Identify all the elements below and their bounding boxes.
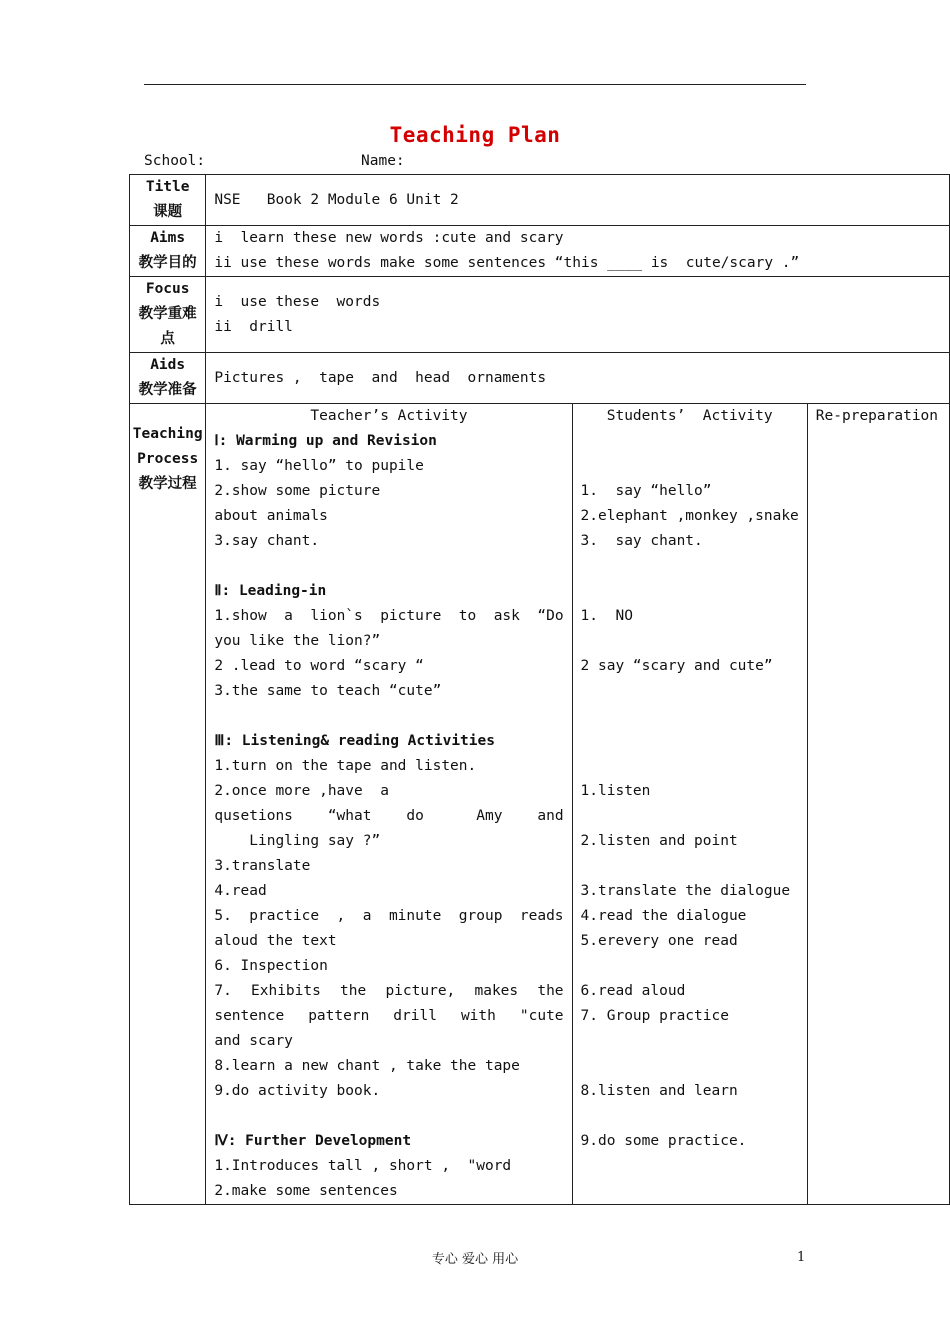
process-label-en-1: Teaching bbox=[132, 426, 203, 442]
process-label-en-2: Process bbox=[137, 451, 199, 467]
students-activity-line: 1. NO bbox=[580, 608, 633, 624]
students-activity-line bbox=[581, 854, 799, 879]
teacher-activity-line: Lingling say ?” bbox=[214, 833, 381, 849]
teacher-activity-line: 1.Introduces tall , short , "word bbox=[214, 1158, 512, 1174]
teacher-activity-line: Ⅱ: Leading-in bbox=[214, 583, 327, 599]
students-activity-line: 3.translate the dialogue bbox=[580, 883, 791, 899]
students-activity-line bbox=[581, 554, 799, 579]
teacher-activity-line: 2.show some picture bbox=[214, 483, 381, 499]
students-activity-line bbox=[581, 1154, 799, 1179]
students-activity-line bbox=[581, 429, 799, 454]
teacher-activity-line: 1.turn on the tape and listen. bbox=[214, 758, 477, 774]
title-row bbox=[130, 175, 950, 226]
teacher-activity-line: 2.make some sentences bbox=[214, 1183, 398, 1199]
aids-label-en: Aids bbox=[150, 357, 186, 373]
focus-label-cell bbox=[130, 277, 206, 353]
aims-value-cell bbox=[206, 226, 950, 277]
students-activity-line: 1. say “hello” bbox=[580, 483, 712, 499]
focus-label-zh-1: 教学重难 bbox=[138, 306, 197, 322]
teacher-activity-line: 6. Inspection bbox=[214, 958, 328, 974]
students-activity-line bbox=[581, 754, 799, 779]
teacher-activity-cell bbox=[206, 404, 572, 1205]
teacher-activity-line: about animals bbox=[214, 508, 328, 524]
students-activity-cell bbox=[572, 404, 807, 1205]
teacher-activity-line: qusetions “what do Amy and bbox=[214, 808, 564, 824]
teacher-activity-line: 8.learn a new chant , take the tape bbox=[214, 1058, 520, 1074]
students-activity-line bbox=[581, 579, 799, 604]
aids-value: Pictures , tape and head ornaments bbox=[214, 369, 547, 386]
focus-row bbox=[130, 277, 950, 353]
page-number: 1 bbox=[797, 1250, 806, 1265]
teacher-activity-line: 3.say chant. bbox=[214, 533, 320, 549]
process-label-zh: 教学过程 bbox=[138, 476, 197, 492]
header-rule bbox=[144, 84, 806, 85]
students-activity-line: 6.read aloud bbox=[580, 983, 686, 999]
process-label-cell bbox=[130, 404, 206, 1205]
students-activity-line bbox=[581, 454, 799, 479]
students-activity-line bbox=[581, 954, 799, 979]
teacher-activity-line: 3.translate bbox=[214, 858, 311, 874]
aids-row bbox=[130, 353, 950, 404]
teacher-activity-line bbox=[214, 1104, 563, 1129]
students-activity-line: 2.elephant ,monkey ,snake bbox=[580, 508, 799, 524]
focus-label-en: Focus bbox=[145, 281, 190, 297]
title-label-zh: 课题 bbox=[153, 204, 183, 220]
students-activity-line: 4.read the dialogue bbox=[580, 908, 747, 924]
students-activity-line: 8.listen and learn bbox=[580, 1083, 738, 1099]
footer-slogan: 专心 爱心 用心 bbox=[431, 1252, 519, 1267]
focus-value-cell bbox=[206, 277, 950, 353]
focus-label-zh-2: 点 bbox=[160, 331, 175, 347]
aims-line-2: ii use these words make some sentences “this ____ is cute/scary .” bbox=[214, 255, 800, 271]
students-activity-line: 5.erevery one read bbox=[580, 933, 738, 949]
students-activity-line bbox=[581, 704, 799, 729]
students-activity-line bbox=[581, 679, 799, 704]
teaching-plan-table bbox=[129, 174, 950, 1205]
aims-label-zh: 教学目的 bbox=[138, 255, 197, 271]
teacher-activity-line bbox=[214, 704, 563, 729]
aims-row bbox=[130, 226, 950, 277]
students-activity-line bbox=[581, 1054, 799, 1079]
aims-label-cell bbox=[130, 226, 206, 277]
title-label-cell bbox=[130, 175, 206, 226]
aims-label-en: Aims bbox=[150, 230, 186, 246]
teacher-activity-line: aloud the text bbox=[214, 933, 337, 949]
students-activity-line: 2 say “scary and cute” bbox=[580, 658, 773, 674]
teacher-activity-line: 1. say “hello” to pupile bbox=[214, 458, 424, 474]
teacher-activity-line: you like the lion?” bbox=[214, 633, 381, 649]
students-activity-line bbox=[581, 1029, 799, 1054]
students-activity-line bbox=[581, 1179, 799, 1204]
title-value: NSE Book 2 Module 6 Unit 2 bbox=[214, 191, 459, 208]
teacher-activity-line: Ⅳ: Further Development bbox=[214, 1133, 412, 1149]
focus-line-1: i use these words bbox=[214, 293, 381, 310]
teacher-activity-line: sentence pattern drill with "cute bbox=[214, 1008, 564, 1024]
title-value-cell bbox=[206, 175, 950, 226]
aids-value-cell bbox=[206, 353, 950, 404]
students-activity-line: 1.listen bbox=[580, 783, 651, 799]
teacher-activity-header: Teacher’s Activity bbox=[310, 408, 468, 424]
teacher-activity-line: and scary bbox=[214, 1033, 293, 1049]
teacher-activity-line: 7. Exhibits the picture, makes the bbox=[214, 983, 564, 999]
students-activity-line bbox=[581, 629, 799, 654]
aids-label-cell bbox=[130, 353, 206, 404]
students-activity-header: Students’ Activity bbox=[606, 408, 773, 424]
re-preparation-header: Re-preparation bbox=[815, 408, 939, 424]
students-activity-line: 3. say chant. bbox=[580, 533, 703, 549]
teacher-activity-line: 3.the same to teach “cute” bbox=[214, 683, 442, 699]
students-activity-line bbox=[581, 729, 799, 754]
students-activity-line bbox=[581, 804, 799, 829]
process-row bbox=[130, 404, 950, 1205]
teacher-activity-line: 2 .lead to word “scary “ bbox=[214, 658, 424, 674]
aids-label-zh: 教学准备 bbox=[138, 382, 197, 398]
teacher-activity-line: 4.read bbox=[214, 883, 267, 899]
students-activity-line: 9.do some practice. bbox=[580, 1133, 747, 1149]
title-label-en: Title bbox=[145, 179, 190, 195]
teacher-activity-line: 9.do activity book. bbox=[214, 1083, 381, 1099]
teacher-activity-line: 2.once more ,have a bbox=[214, 783, 389, 799]
teacher-activity-line: Ⅰ: Warming up and Revision bbox=[214, 433, 437, 449]
teacher-activity-line bbox=[214, 554, 563, 579]
students-activity-line bbox=[581, 1104, 799, 1129]
document-title: Teaching Plan bbox=[389, 123, 561, 147]
students-activity-line: 2.listen and point bbox=[580, 833, 738, 849]
teacher-activity-line: Ⅲ: Listening& reading Activities bbox=[214, 733, 495, 749]
focus-line-2: ii drill bbox=[214, 318, 293, 335]
students-activity-line: 7. Group practice bbox=[580, 1008, 729, 1024]
students-activity-list bbox=[581, 429, 799, 1204]
teacher-activity-line: 1.show a lion`s picture to ask “Do bbox=[214, 608, 564, 624]
school-label: School: bbox=[144, 153, 206, 169]
teacher-activity-line: 5. practice , a minute group reads bbox=[214, 908, 564, 924]
name-label: Name: bbox=[361, 153, 405, 169]
teacher-activity-list bbox=[214, 429, 563, 1204]
aims-line-1: i learn these new words :cute and scary bbox=[214, 230, 564, 246]
re-preparation-cell bbox=[807, 404, 949, 1205]
